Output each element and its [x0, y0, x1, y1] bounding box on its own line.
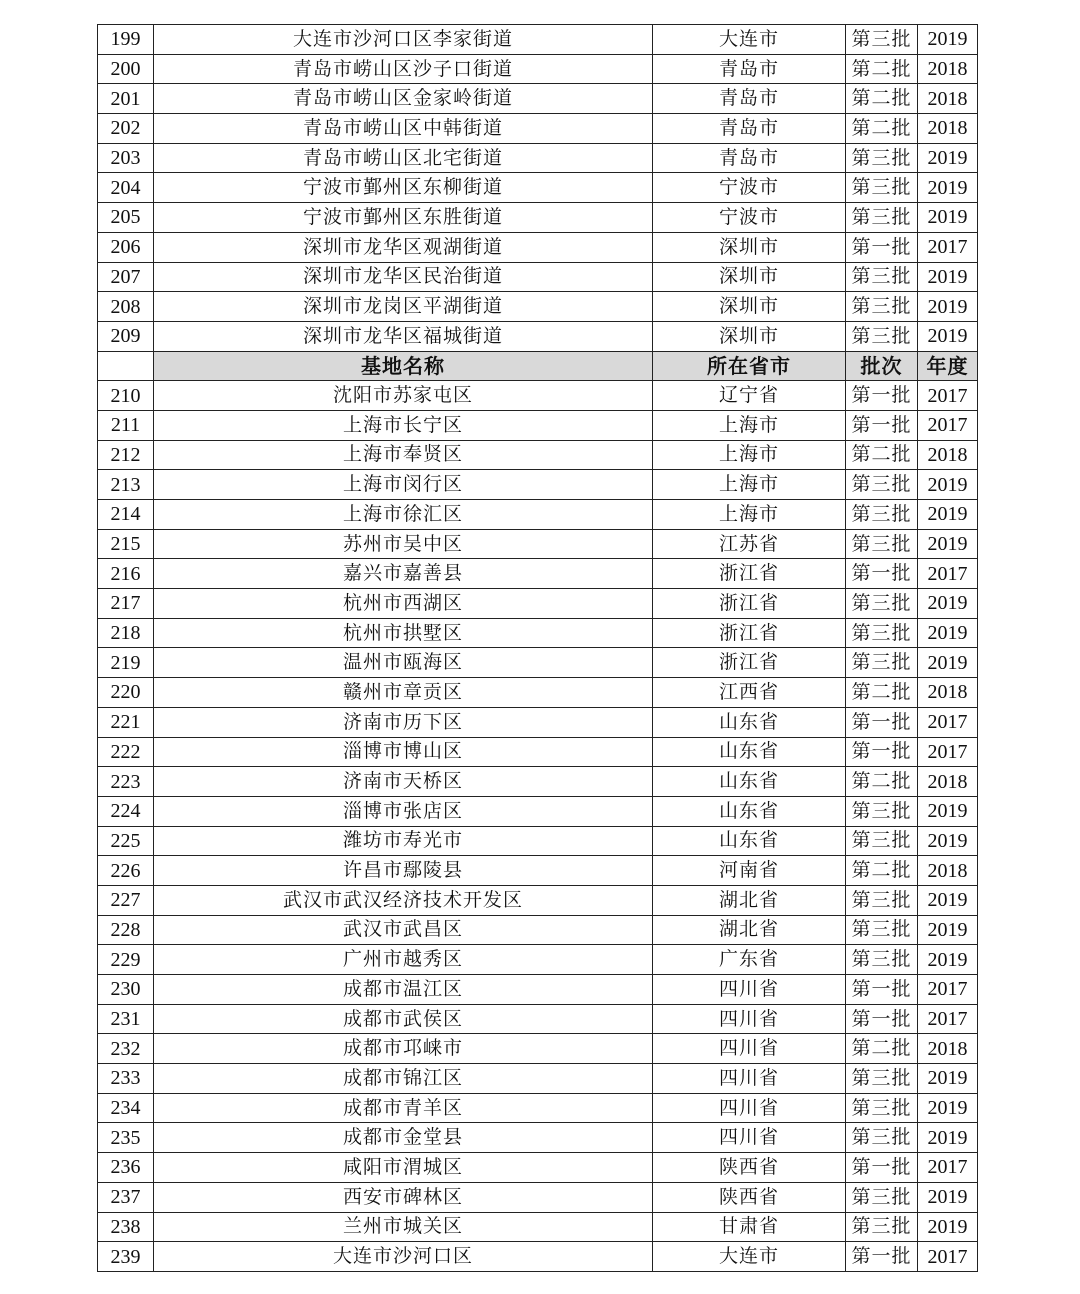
row-number: 233: [98, 1064, 154, 1094]
base-name: 赣州市章贡区: [154, 678, 653, 708]
row-number: 228: [98, 915, 154, 945]
row-number: 226: [98, 856, 154, 886]
table-row: [98, 381, 978, 411]
row-number: 230: [98, 975, 154, 1005]
batch: 第三批: [846, 826, 918, 856]
table-row: [98, 1153, 978, 1183]
row-number: 212: [98, 440, 154, 470]
table-row: [98, 292, 978, 322]
province-city: 山东省: [653, 796, 846, 826]
year: 2019: [918, 826, 978, 856]
year: 2018: [918, 1034, 978, 1064]
province-city: 上海市: [653, 410, 846, 440]
province-city: 深圳市: [653, 292, 846, 322]
table-row: [98, 321, 978, 351]
province-city: 陕西省: [653, 1182, 846, 1212]
base-name: 青岛市崂山区金家岭街道: [154, 84, 653, 114]
year: 2019: [918, 25, 978, 55]
table-row: [98, 767, 978, 797]
base-name: 大连市沙河口区李家街道: [154, 25, 653, 55]
batch: 第三批: [846, 648, 918, 678]
table-row: [98, 559, 978, 589]
header-blank: [98, 351, 154, 381]
year: 2018: [918, 856, 978, 886]
year: 2019: [918, 173, 978, 203]
batch: 第二批: [846, 678, 918, 708]
table-row: [98, 470, 978, 500]
base-name: 西安市碑林区: [154, 1182, 653, 1212]
row-number: 232: [98, 1034, 154, 1064]
year: 2019: [918, 618, 978, 648]
row-number: 217: [98, 589, 154, 619]
province-city: 甘肃省: [653, 1212, 846, 1242]
base-name: 深圳市龙华区福城街道: [154, 321, 653, 351]
batch: 第三批: [846, 500, 918, 530]
province-city: 青岛市: [653, 54, 846, 84]
province-city: 山东省: [653, 826, 846, 856]
year: 2019: [918, 292, 978, 322]
province-city: 宁波市: [653, 203, 846, 233]
batch: 第二批: [846, 54, 918, 84]
base-name: 成都市锦江区: [154, 1064, 653, 1094]
table-row: [98, 945, 978, 975]
province-city: 上海市: [653, 440, 846, 470]
batch: 第二批: [846, 84, 918, 114]
province-city: 四川省: [653, 1064, 846, 1094]
table-row: [98, 203, 978, 233]
batch: 第一批: [846, 381, 918, 411]
batch: 第三批: [846, 618, 918, 648]
table-row: [98, 500, 978, 530]
row-number: 238: [98, 1212, 154, 1242]
year: 2019: [918, 1064, 978, 1094]
batch: 第三批: [846, 143, 918, 173]
row-number: 237: [98, 1182, 154, 1212]
province-city: 湖北省: [653, 885, 846, 915]
row-number: 214: [98, 500, 154, 530]
row-number: 203: [98, 143, 154, 173]
base-name: 成都市温江区: [154, 975, 653, 1005]
base-name: 成都市邛崃市: [154, 1034, 653, 1064]
table-row: [98, 84, 978, 114]
table-row: [98, 529, 978, 559]
row-number: 234: [98, 1093, 154, 1123]
table-row: [98, 589, 978, 619]
year: 2019: [918, 1123, 978, 1153]
base-name: 成都市武侯区: [154, 1004, 653, 1034]
base-name: 杭州市西湖区: [154, 589, 653, 619]
row-number: 239: [98, 1242, 154, 1272]
base-name: 武汉市武汉经济技术开发区: [154, 885, 653, 915]
base-name: 淄博市张店区: [154, 796, 653, 826]
table-header-row: [98, 351, 978, 381]
row-number: 207: [98, 262, 154, 292]
base-name: 青岛市崂山区沙子口街道: [154, 54, 653, 84]
header-base-name: 基地名称: [154, 351, 653, 381]
row-number: 222: [98, 737, 154, 767]
province-city: 辽宁省: [653, 381, 846, 411]
batch: 第一批: [846, 1242, 918, 1272]
year: 2018: [918, 84, 978, 114]
row-number: 224: [98, 796, 154, 826]
province-city: 山东省: [653, 707, 846, 737]
province-city: 宁波市: [653, 173, 846, 203]
province-city: 上海市: [653, 470, 846, 500]
base-name: 济南市天桥区: [154, 767, 653, 797]
row-number: 206: [98, 232, 154, 262]
province-city: 四川省: [653, 1093, 846, 1123]
base-name: 嘉兴市嘉善县: [154, 559, 653, 589]
base-name: 上海市奉贤区: [154, 440, 653, 470]
table-row: [98, 1242, 978, 1272]
batch: 第二批: [846, 440, 918, 470]
table-row: [98, 1212, 978, 1242]
year: 2017: [918, 707, 978, 737]
province-city: 广东省: [653, 945, 846, 975]
province-city: 四川省: [653, 1034, 846, 1064]
row-number: 216: [98, 559, 154, 589]
year: 2019: [918, 203, 978, 233]
year: 2019: [918, 885, 978, 915]
row-number: 231: [98, 1004, 154, 1034]
province-city: 浙江省: [653, 618, 846, 648]
table-row: [98, 975, 978, 1005]
year: 2019: [918, 1093, 978, 1123]
table-row: [98, 114, 978, 144]
table-row: [98, 143, 978, 173]
row-number: 213: [98, 470, 154, 500]
base-name: 温州市瓯海区: [154, 648, 653, 678]
year: 2018: [918, 440, 978, 470]
year: 2019: [918, 321, 978, 351]
table-row: [98, 856, 978, 886]
province-city: 浙江省: [653, 559, 846, 589]
row-number: 229: [98, 945, 154, 975]
year: 2019: [918, 470, 978, 500]
year: 2019: [918, 796, 978, 826]
row-number: 202: [98, 114, 154, 144]
batch: 第三批: [846, 915, 918, 945]
batch: 第三批: [846, 292, 918, 322]
province-city: 大连市: [653, 25, 846, 55]
year: 2018: [918, 678, 978, 708]
table-row: [98, 618, 978, 648]
table-row: [98, 262, 978, 292]
base-name: 宁波市鄞州区东胜街道: [154, 203, 653, 233]
row-number: 211: [98, 410, 154, 440]
base-name: 深圳市龙岗区平湖街道: [154, 292, 653, 322]
batch: 第三批: [846, 321, 918, 351]
base-name: 潍坊市寿光市: [154, 826, 653, 856]
row-number: 199: [98, 25, 154, 55]
year: 2019: [918, 915, 978, 945]
province-city: 深圳市: [653, 321, 846, 351]
header-province-city: 所在省市: [653, 351, 846, 381]
row-number: 201: [98, 84, 154, 114]
row-number: 210: [98, 381, 154, 411]
province-city: 四川省: [653, 1004, 846, 1034]
table-row: [98, 173, 978, 203]
table-row: [98, 796, 978, 826]
table-row: [98, 885, 978, 915]
year: 2019: [918, 262, 978, 292]
batch: 第三批: [846, 1093, 918, 1123]
year: 2019: [918, 1212, 978, 1242]
base-name: 青岛市崂山区北宅街道: [154, 143, 653, 173]
province-city: 浙江省: [653, 648, 846, 678]
table-row: [98, 54, 978, 84]
table-row: [98, 826, 978, 856]
year: 2019: [918, 1182, 978, 1212]
base-name: 上海市徐汇区: [154, 500, 653, 530]
batch: 第三批: [846, 203, 918, 233]
year: 2017: [918, 1153, 978, 1183]
base-name: 宁波市鄞州区东柳街道: [154, 173, 653, 203]
header-batch: 批次: [846, 351, 918, 381]
province-city: 四川省: [653, 1123, 846, 1153]
batch: 第三批: [846, 25, 918, 55]
table-row: [98, 1064, 978, 1094]
province-city: 深圳市: [653, 232, 846, 262]
batch: 第三批: [846, 529, 918, 559]
year: 2019: [918, 589, 978, 619]
table-row: [98, 1004, 978, 1034]
year: 2017: [918, 559, 978, 589]
row-number: 215: [98, 529, 154, 559]
table-row: [98, 915, 978, 945]
base-name: 济南市历下区: [154, 707, 653, 737]
base-name: 上海市闵行区: [154, 470, 653, 500]
base-name: 青岛市崂山区中韩街道: [154, 114, 653, 144]
base-name: 成都市金堂县: [154, 1123, 653, 1153]
base-name: 深圳市龙华区民治街道: [154, 262, 653, 292]
table-row: [98, 678, 978, 708]
table-row: [98, 737, 978, 767]
year: 2017: [918, 381, 978, 411]
year: 2018: [918, 114, 978, 144]
year: 2018: [918, 54, 978, 84]
base-name: 广州市越秀区: [154, 945, 653, 975]
batch: 第三批: [846, 945, 918, 975]
batch: 第一批: [846, 410, 918, 440]
year: 2019: [918, 945, 978, 975]
province-city: 陕西省: [653, 1153, 846, 1183]
batch: 第二批: [846, 856, 918, 886]
table-row: [98, 1034, 978, 1064]
base-name: 武汉市武昌区: [154, 915, 653, 945]
province-city: 江西省: [653, 678, 846, 708]
table-row: [98, 648, 978, 678]
row-number: 225: [98, 826, 154, 856]
batch: 第一批: [846, 1004, 918, 1034]
table-body: [98, 25, 978, 1272]
row-number: 219: [98, 648, 154, 678]
row-number: 208: [98, 292, 154, 322]
row-number: 200: [98, 54, 154, 84]
header-year: 年度: [918, 351, 978, 381]
batch: 第一批: [846, 559, 918, 589]
province-city: 四川省: [653, 975, 846, 1005]
year: 2017: [918, 1004, 978, 1034]
base-name: 咸阳市渭城区: [154, 1153, 653, 1183]
province-city: 湖北省: [653, 915, 846, 945]
province-city: 山东省: [653, 737, 846, 767]
year: 2019: [918, 143, 978, 173]
batch: 第三批: [846, 1123, 918, 1153]
base-list-table: [97, 24, 978, 1272]
base-name: 深圳市龙华区观湖街道: [154, 232, 653, 262]
batch: 第三批: [846, 262, 918, 292]
table-row: [98, 25, 978, 55]
base-name: 杭州市拱墅区: [154, 618, 653, 648]
base-name: 许昌市鄢陵县: [154, 856, 653, 886]
batch: 第一批: [846, 975, 918, 1005]
batch: 第三批: [846, 1182, 918, 1212]
batch: 第二批: [846, 1034, 918, 1064]
batch: 第一批: [846, 1153, 918, 1183]
row-number: 236: [98, 1153, 154, 1183]
batch: 第三批: [846, 1064, 918, 1094]
base-name: 兰州市城关区: [154, 1212, 653, 1242]
batch: 第三批: [846, 470, 918, 500]
row-number: 235: [98, 1123, 154, 1153]
batch: 第三批: [846, 885, 918, 915]
province-city: 江苏省: [653, 529, 846, 559]
year: 2017: [918, 410, 978, 440]
table-row: [98, 232, 978, 262]
province-city: 青岛市: [653, 143, 846, 173]
year: 2017: [918, 232, 978, 262]
row-number: 220: [98, 678, 154, 708]
batch: 第一批: [846, 707, 918, 737]
year: 2019: [918, 500, 978, 530]
row-number: 223: [98, 767, 154, 797]
base-name: 淄博市博山区: [154, 737, 653, 767]
province-city: 青岛市: [653, 114, 846, 144]
row-number: 204: [98, 173, 154, 203]
document-page: [97, 24, 977, 1272]
base-name: 上海市长宁区: [154, 410, 653, 440]
table-row: [98, 1093, 978, 1123]
province-city: 大连市: [653, 1242, 846, 1272]
batch: 第一批: [846, 232, 918, 262]
year: 2017: [918, 737, 978, 767]
province-city: 山东省: [653, 767, 846, 797]
batch: 第三批: [846, 173, 918, 203]
batch: 第二批: [846, 767, 918, 797]
province-city: 深圳市: [653, 262, 846, 292]
base-name: 沈阳市苏家屯区: [154, 381, 653, 411]
year: 2018: [918, 767, 978, 797]
row-number: 209: [98, 321, 154, 351]
year: 2019: [918, 529, 978, 559]
province-city: 青岛市: [653, 84, 846, 114]
base-name: 大连市沙河口区: [154, 1242, 653, 1272]
table-row: [98, 440, 978, 470]
province-city: 浙江省: [653, 589, 846, 619]
table-row: [98, 707, 978, 737]
row-number: 218: [98, 618, 154, 648]
row-number: 227: [98, 885, 154, 915]
table-row: [98, 1123, 978, 1153]
year: 2017: [918, 1242, 978, 1272]
row-number: 221: [98, 707, 154, 737]
batch: 第二批: [846, 114, 918, 144]
base-name: 成都市青羊区: [154, 1093, 653, 1123]
batch: 第三批: [846, 1212, 918, 1242]
year: 2019: [918, 648, 978, 678]
batch: 第三批: [846, 796, 918, 826]
row-number: 205: [98, 203, 154, 233]
province-city: 上海市: [653, 500, 846, 530]
table-row: [98, 410, 978, 440]
base-name: 苏州市吴中区: [154, 529, 653, 559]
province-city: 河南省: [653, 856, 846, 886]
year: 2017: [918, 975, 978, 1005]
table-row: [98, 1182, 978, 1212]
batch: 第一批: [846, 737, 918, 767]
batch: 第三批: [846, 589, 918, 619]
